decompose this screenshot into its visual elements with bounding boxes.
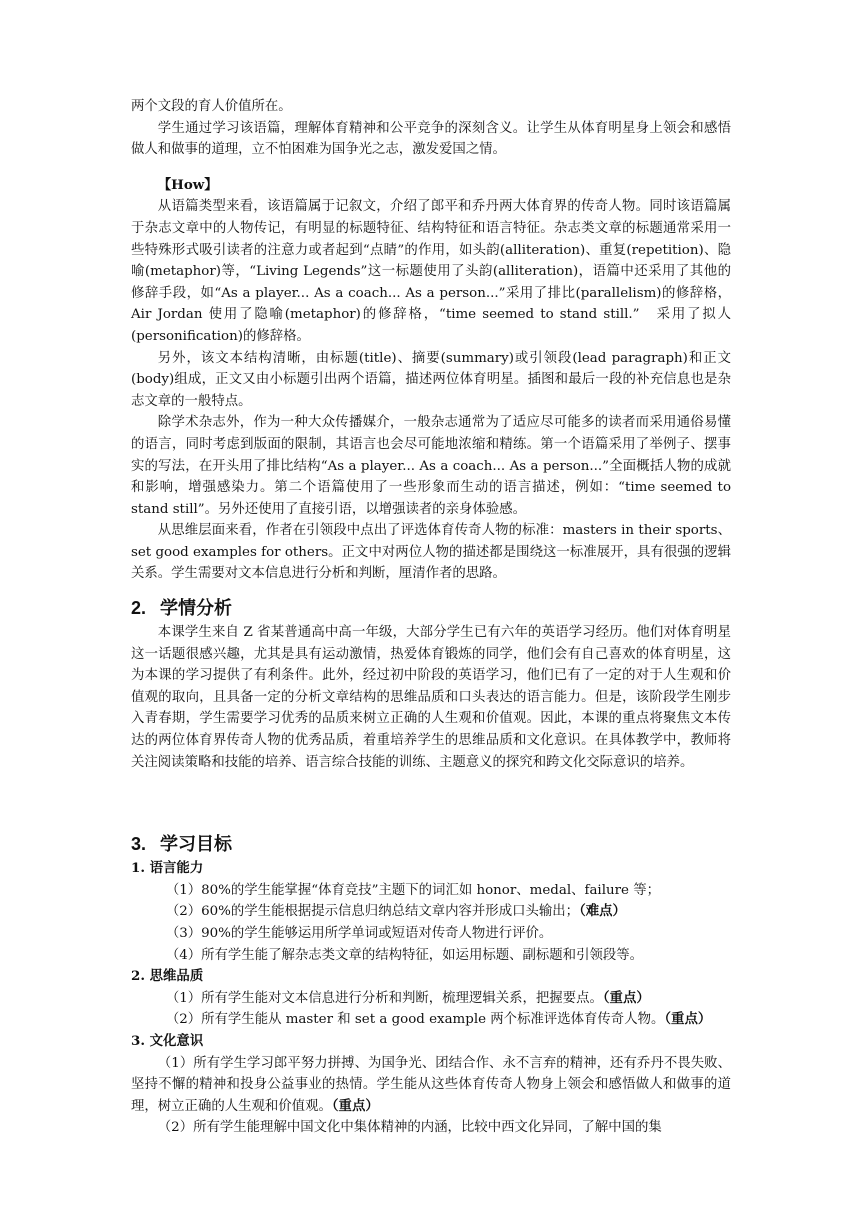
goal-item	[131, 901, 731, 923]
subheading-language-ability: 1. 语言能力	[131, 860, 204, 877]
section-2-number: 2.	[131, 598, 147, 619]
paragraph-intro-2: 学生通过学习该语篇，理解体育精神和公平竞争的深刻含义。让学生从体育明星身上领会和感悟做人和做事的道理，立不怕困难为国争光之志，激发爱国之情。	[131, 120, 731, 158]
paragraph-how-1: 从语篇类型来看，该语篇属于记叙文，介绍了郎平和乔丹两大体育界的传奇人物。同时该语篇属于杂志文章中的人物传记，有明显的标题特征、结构特征和语言特征。杂志类文章的标题通常采用一些特殊形式吸引读者的注意力或者起到“点睛”的作用，如头韵(alliteration)、重复(repetition)、隐喻(metaphor)等，“Living Legends”这一标题使用了头韵(alliteration)，语篇中还采用了其他的修辞手段，如“As a player... As a coach... As a person...”采用了排比(parallelism)的修辞格，Air Jordan 使用了隐喻(metaphor)的修辞格，“time seemed to stand still.” 采用了拟人(personification)的修辞格。	[131, 199, 731, 344]
goal-item: （4）所有学生能了解杂志类文章的结构特征，如运用标题、副标题和引领段等。	[165, 947, 644, 963]
difficulty-mark: （难点）	[579, 903, 626, 920]
paragraph-how-2: 另外，该文本结构清晰，由标题(title)、摘要(summary)或引领段(lead paragraph)和正文(body)组成，正文又由小标题引出两个语篇，描述两位体育明星。插图和最后一段的补充信息也是杂志文章的一般特点。	[131, 350, 731, 409]
paragraph-how-4: 从思维层面来看，作者在引领段中点出了评选体育传奇人物的标准：masters in their sports、set good examples for others。正文中对两位人物的描述都是围绕这一标准展开，具有很强的逻辑关系。学生需要对文本信息进行分析和判断，厘清作者的思路。	[131, 523, 731, 582]
how-heading: 【How】	[157, 176, 218, 193]
goal-item	[131, 988, 731, 1010]
goal-item	[131, 1053, 731, 1118]
section-3-title: 学习目标	[160, 834, 233, 856]
section-2-title: 学情分析	[160, 598, 233, 620]
key-point-mark: （重点）	[602, 989, 650, 1006]
section-2-heading	[131, 595, 731, 622]
key-point-mark: （重点）	[331, 1097, 379, 1114]
paragraph-how-3: 除学术杂志外，作为一种大众传播媒介，一般杂志通常为了适应尽可能多的读者而采用通俗易懂的语言，同时考虑到版面的限制，其语言也会尽可能地浓缩和精练。第一个语篇采用了举例子、摆事实的写法，在开头用了排比结构“As a player... As a coach... As a person...”全面概括人物的成就和影响，增强感染力。第二个语篇使用了一些形象而生动的语言描述，例如：“time seemed to stand still”。另外还使用了直接引语，以增强读者的亲身体验感。	[131, 415, 731, 517]
section-3-number: 3.	[131, 834, 147, 855]
key-point-mark: （重点）	[664, 1011, 712, 1028]
subheading-thinking-quality: 2. 思维品质	[131, 968, 204, 985]
paragraph-intro-tail: 两个文段的育人价值所在。	[131, 99, 292, 114]
spacer	[131, 773, 731, 831]
subheading-cultural-awareness: 3. 文化意识	[131, 1032, 204, 1049]
goal-item: （1）80%的学生能掌握“体育竞技”主题下的词汇如 honor、medal、failure 等；	[165, 882, 660, 898]
section-3-heading	[131, 831, 731, 858]
goal-item-text: （2）所有学生能从 master 和 set a good example 两个标准评选体育传奇人物。	[165, 1012, 665, 1028]
goal-item	[131, 1009, 731, 1031]
spacer	[131, 161, 731, 175]
goal-item: （2）所有学生能理解中国文化中集体精神的内涵，比较中西文化异同，了解中国的集	[157, 1120, 662, 1136]
goal-item-text: （1）所有学生能对文本信息进行分析和判断，梳理逻辑关系，把握要点。	[165, 990, 603, 1006]
document-page	[131, 96, 731, 1139]
goal-item-text: （2）60%的学生能根据提示信息归纳总结文章内容并形成口头输出；	[165, 904, 580, 920]
paragraph-section-2: 本课学生来自 Z 省某普通高中高一年级，大部分学生已有六年的英语学习经历。他们对体育明星这一话题很感兴趣，尤其是具有运动激情，热爱体育锻炼的同学，他们会有自己喜欢的体育明星，这为本课的学习提供了有利条件。此外，经过初中阶段的英语学习，他们已有了一定的对于人生观和价值观的取向，且具备一定的分析文章结构的思维品质和口头表达的语言能力。但是，该阶段学生刚步入青春期，学生需要学习优秀的品质来树立正确的人生观和价值观。因此，本课的重点将聚焦文本传达的两位体育界传奇人物的优秀品质，着重培养学生的思维品质和文化意识。在具体教学中，教师将关注阅读策略和技能的培养、语言综合技能的训练、主题意义的探究和跨文化交际意识的培养。	[131, 625, 731, 770]
goal-item-text: （1）所有学生学习郎平努力拼搏、为国争光、团结合作、永不言弃的精神，还有乔丹不畏失败、坚持不懈的精神和投身公益事业的热情。学生能从这些体育传奇人物身上领会和感悟做人和做事的道理，树立正确的人生观和价值观。	[131, 1055, 731, 1114]
goal-item: （3）90%的学生能够运用所学单词或短语对传奇人物进行评价。	[165, 926, 553, 941]
